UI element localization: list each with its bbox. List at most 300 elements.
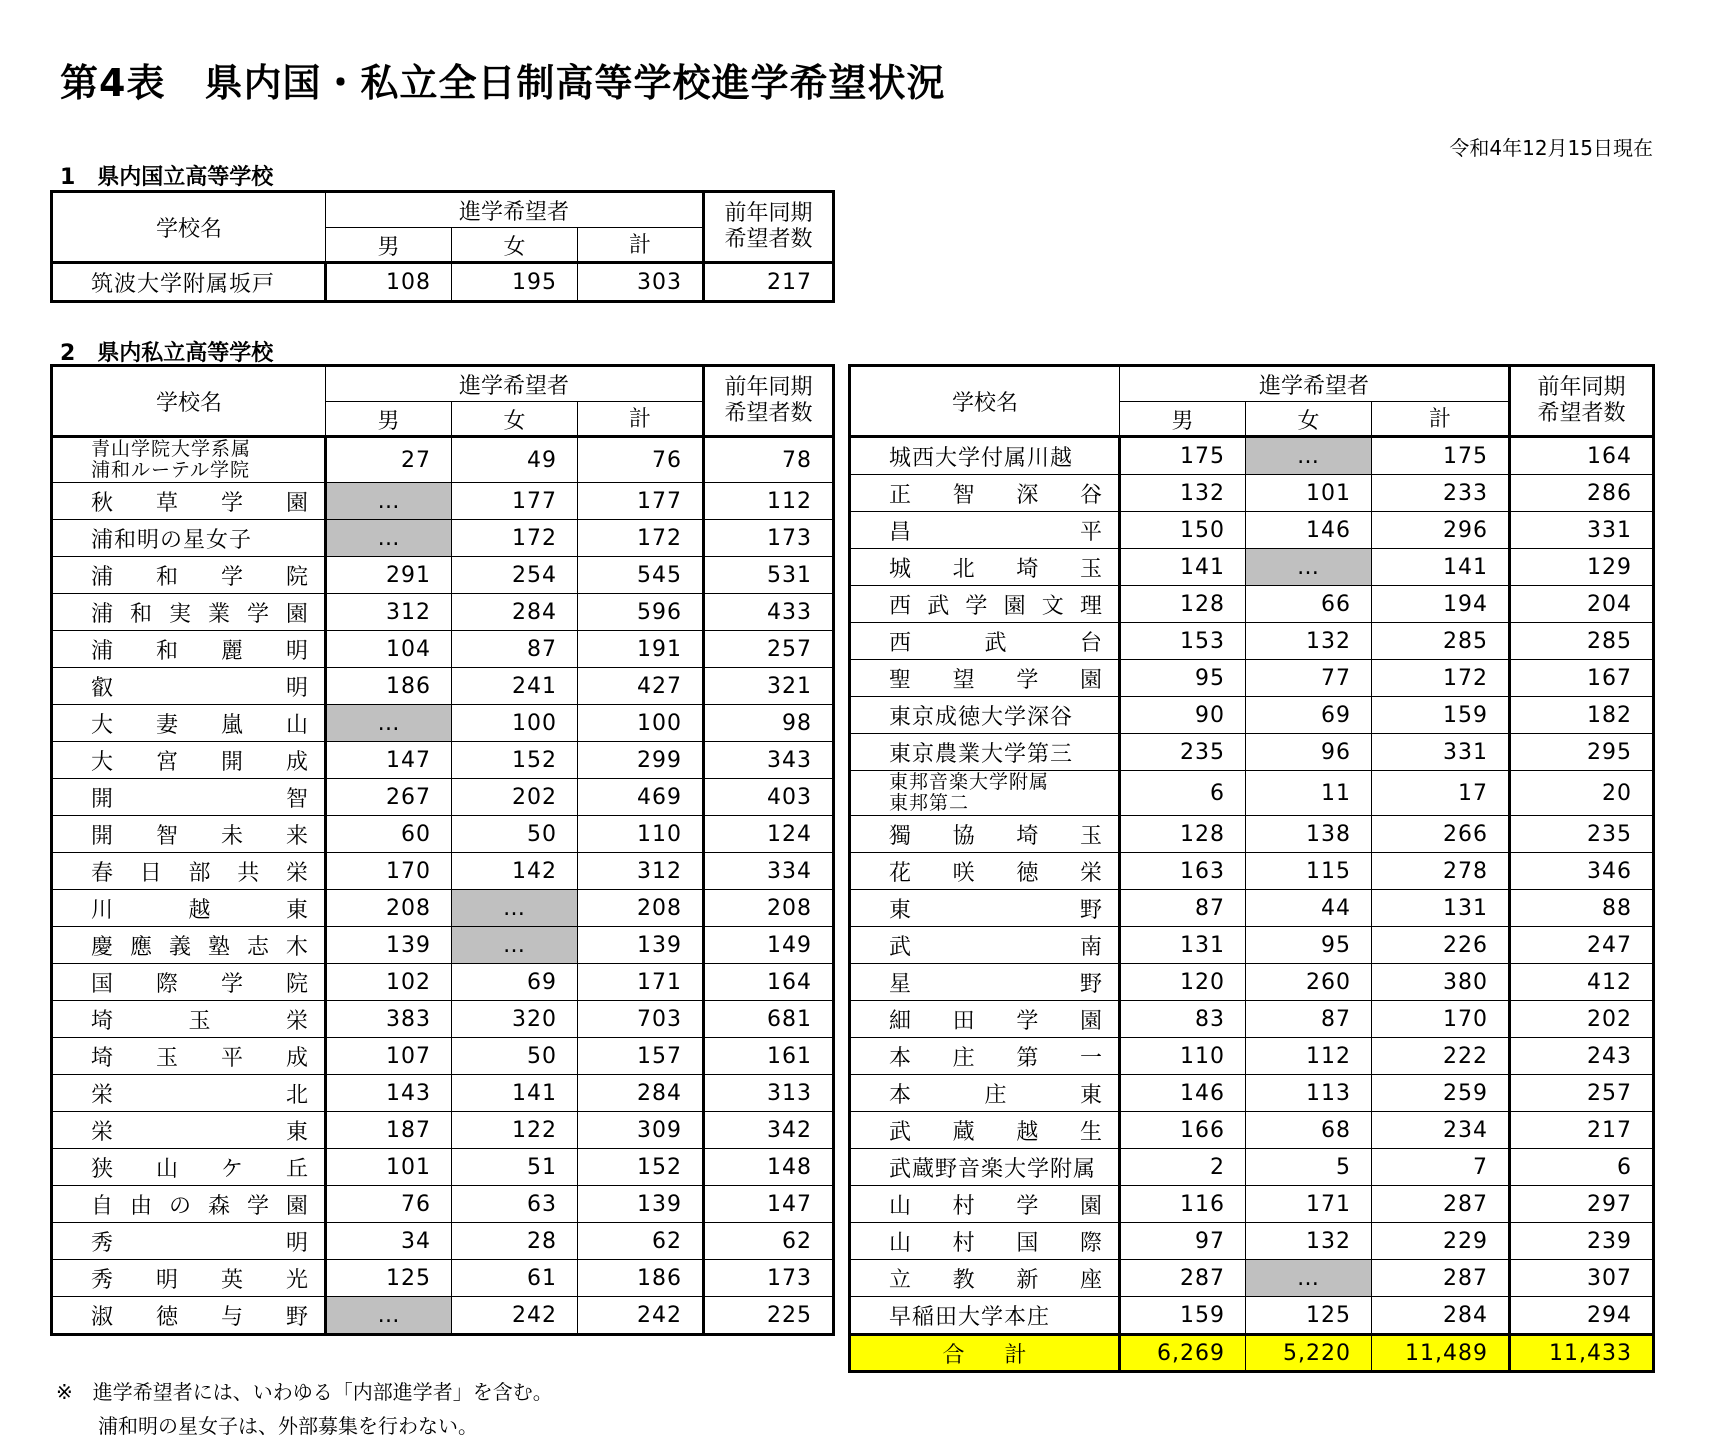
school-name: 自 由 の 森 学 園 xyxy=(91,1193,308,1219)
female-cell: … xyxy=(1246,549,1372,586)
total-cell: 62 xyxy=(578,1223,704,1260)
school-name-cell xyxy=(850,1075,1120,1112)
prev-cell: 204 xyxy=(1510,586,1654,623)
total-cell: 234 xyxy=(1372,1112,1510,1149)
female-cell: 125 xyxy=(1246,1297,1372,1335)
school-name: 山 村 学 園 xyxy=(889,1193,1102,1219)
male-cell: 125 xyxy=(326,1260,452,1297)
male-cell: 102 xyxy=(326,964,452,1001)
school-name: 城 北 埼 玉 xyxy=(889,556,1102,582)
school-name-cell xyxy=(850,853,1120,890)
school-name: 叡 明 xyxy=(91,675,308,701)
prev-cell: 112 xyxy=(704,483,834,520)
female-cell: 66 xyxy=(1246,586,1372,623)
header-applicants: 進学希望者 xyxy=(1120,366,1510,402)
prev-cell: 202 xyxy=(1510,1001,1654,1038)
school-name: 城西大学付属川越 xyxy=(889,445,1074,471)
school-name: 西 武 学 園 文 理 xyxy=(889,593,1102,619)
female-cell: 152 xyxy=(452,742,578,779)
prev-cell: 342 xyxy=(704,1112,834,1149)
table-row xyxy=(850,853,1654,890)
prev-cell: 98 xyxy=(704,705,834,742)
female-cell: 96 xyxy=(1246,734,1372,771)
school-name: 星 野 xyxy=(889,971,1102,997)
school-name-cell xyxy=(850,771,1120,816)
male-cell: 104 xyxy=(326,631,452,668)
table-row xyxy=(850,734,1654,771)
prev-cell: 182 xyxy=(1510,697,1654,734)
total-cell: 229 xyxy=(1372,1223,1510,1260)
school-name-cell xyxy=(850,475,1120,512)
prev-cell: 681 xyxy=(704,1001,834,1038)
total-cell: 17 xyxy=(1372,771,1510,816)
table-row xyxy=(52,1075,834,1112)
total-cell: 596 xyxy=(578,594,704,631)
female-cell: 113 xyxy=(1246,1075,1372,1112)
school-name: 細 田 学 園 xyxy=(889,1008,1102,1034)
table-row xyxy=(52,1038,834,1075)
school-name-line1: 東邦音楽大学附属 xyxy=(889,771,1050,793)
total-cell: 278 xyxy=(1372,853,1510,890)
total-cell: 469 xyxy=(578,779,704,816)
male-cell: 87 xyxy=(1120,890,1246,927)
total-cell: 139 xyxy=(578,927,704,964)
female-cell: 69 xyxy=(1246,697,1372,734)
prev-cell: 208 xyxy=(704,890,834,927)
school-name: 大 宮 開 成 xyxy=(91,749,308,775)
prev-cell: 217 xyxy=(1510,1112,1654,1149)
table-row xyxy=(850,927,1654,964)
prev-cell: 403 xyxy=(704,779,834,816)
total-cell: 7 xyxy=(1372,1149,1510,1186)
table-row xyxy=(52,779,834,816)
male-cell: 2 xyxy=(1120,1149,1246,1186)
female-cell: 44 xyxy=(1246,890,1372,927)
male-cell: 107 xyxy=(326,1038,452,1075)
school-name-cell xyxy=(52,927,326,964)
total-cell: 175 xyxy=(1372,437,1510,475)
prev-cell: 147 xyxy=(704,1186,834,1223)
prev-cell: 62 xyxy=(704,1223,834,1260)
note-line2: 浦和明の星女子は、外部募集を行わない。 xyxy=(98,1414,478,1438)
female-cell: 195 xyxy=(452,263,578,302)
school-name: 筑波大学附属坂戸 xyxy=(91,271,276,297)
female-cell: 171 xyxy=(1246,1186,1372,1223)
school-name-cell xyxy=(850,1038,1120,1075)
female-cell: 5 xyxy=(1246,1149,1372,1186)
male-cell: 116 xyxy=(1120,1186,1246,1223)
male-cell: 141 xyxy=(1120,549,1246,586)
school-name: 浦和明の星女子 xyxy=(91,527,253,553)
school-name-cell xyxy=(850,964,1120,1001)
male-cell: … xyxy=(326,705,452,742)
female-cell: 49 xyxy=(452,437,578,483)
female-cell: 95 xyxy=(1246,927,1372,964)
header-total: 計 xyxy=(578,228,704,263)
school-name-cell xyxy=(850,1297,1120,1335)
male-cell: 175 xyxy=(1120,437,1246,475)
male-cell: 34 xyxy=(326,1223,452,1260)
table-row xyxy=(52,705,834,742)
male-cell: 186 xyxy=(326,668,452,705)
table-row xyxy=(52,668,834,705)
male-cell: 132 xyxy=(1120,475,1246,512)
total-cell: 285 xyxy=(1372,623,1510,660)
female-cell: 115 xyxy=(1246,853,1372,890)
school-name-cell xyxy=(52,1260,326,1297)
male-cell: 208 xyxy=(326,890,452,927)
table-row xyxy=(52,631,834,668)
male-cell: 83 xyxy=(1120,1001,1246,1038)
school-name-cell xyxy=(850,1112,1120,1149)
male-cell: 95 xyxy=(1120,660,1246,697)
female-cell: … xyxy=(452,890,578,927)
school-name: 開 智 xyxy=(91,786,308,812)
male-cell: 110 xyxy=(1120,1038,1246,1075)
table-row xyxy=(850,1075,1654,1112)
school-name-cell xyxy=(52,1297,326,1335)
male-cell: 235 xyxy=(1120,734,1246,771)
header-prev-year xyxy=(704,192,834,263)
male-cell: 60 xyxy=(326,816,452,853)
school-name: 秀 明 xyxy=(91,1230,308,1256)
header-prev-line2: 希望者数 xyxy=(724,227,813,252)
school-name: 正 智 深 谷 xyxy=(889,482,1102,508)
school-name-cell xyxy=(52,1075,326,1112)
female-cell: 254 xyxy=(452,557,578,594)
table-row xyxy=(52,1186,834,1223)
table-row xyxy=(850,1038,1654,1075)
table-row xyxy=(850,549,1654,586)
total-cell: 157 xyxy=(578,1038,704,1075)
female-cell: 146 xyxy=(1246,512,1372,549)
total-cell: 172 xyxy=(1372,660,1510,697)
female-cell: 260 xyxy=(1246,964,1372,1001)
school-name: 昌 平 xyxy=(889,519,1102,545)
male-cell: 128 xyxy=(1120,586,1246,623)
table-row xyxy=(52,520,834,557)
female-cell: 69 xyxy=(452,964,578,1001)
school-name-cell xyxy=(52,853,326,890)
school-name: 川 越 東 xyxy=(91,897,308,923)
total-cell: 76 xyxy=(578,437,704,483)
school-name: 浦 和 麗 明 xyxy=(91,638,308,664)
school-name-cell xyxy=(850,1001,1120,1038)
female-cell: 177 xyxy=(452,483,578,520)
total-cell: 100 xyxy=(578,705,704,742)
male-cell: 101 xyxy=(326,1149,452,1186)
school-name-line2: 浦和ルーテル学院 xyxy=(91,459,251,481)
male-cell: 6 xyxy=(1120,771,1246,816)
total-cell: 380 xyxy=(1372,964,1510,1001)
female-cell: 132 xyxy=(1246,623,1372,660)
table-row xyxy=(52,1001,834,1038)
prev-cell: 235 xyxy=(1510,816,1654,853)
total-cell: 226 xyxy=(1372,927,1510,964)
prev-cell: 346 xyxy=(1510,853,1654,890)
male-cell: 291 xyxy=(326,557,452,594)
school-name: 栄 東 xyxy=(91,1119,308,1145)
female-cell: 63 xyxy=(452,1186,578,1223)
header-male: 男 xyxy=(1120,402,1246,437)
prev-cell: 412 xyxy=(1510,964,1654,1001)
school-name: 本 庄 東 xyxy=(889,1082,1102,1108)
school-name: 栄 北 xyxy=(91,1082,308,1108)
table-row xyxy=(52,816,834,853)
school-name-cell xyxy=(52,1001,326,1038)
female-cell: 142 xyxy=(452,853,578,890)
prev-cell: 321 xyxy=(704,668,834,705)
female-cell: 87 xyxy=(452,631,578,668)
header-applicants: 進学希望者 xyxy=(326,366,704,402)
female-cell: 320 xyxy=(452,1001,578,1038)
prev-cell: 343 xyxy=(704,742,834,779)
female-cell: 241 xyxy=(452,668,578,705)
header-prev-line1: 前年同期 xyxy=(724,375,813,400)
header-school-name: 学校名 xyxy=(52,366,326,437)
table-row xyxy=(850,1186,1654,1223)
school-name-cell xyxy=(850,1223,1120,1260)
school-name-cell xyxy=(52,1149,326,1186)
table-row xyxy=(850,586,1654,623)
table-row xyxy=(52,557,834,594)
school-name: 慶 應 義 塾 志 木 xyxy=(91,934,308,960)
table-row xyxy=(52,594,834,631)
school-name: 浦 和 実 業 学 園 xyxy=(91,601,308,627)
school-name: 獨 協 埼 玉 xyxy=(889,823,1102,849)
female-cell: 11 xyxy=(1246,771,1372,816)
female-cell: 28 xyxy=(452,1223,578,1260)
section2-heading: 2 県内私立高等学校 xyxy=(60,341,274,366)
prev-cell: 161 xyxy=(704,1038,834,1075)
prev-cell: 129 xyxy=(1510,549,1654,586)
female-cell: 112 xyxy=(1246,1038,1372,1075)
prev-cell: 6 xyxy=(1510,1149,1654,1186)
total-cell: 141 xyxy=(1372,549,1510,586)
table-row xyxy=(850,1297,1654,1335)
table-row xyxy=(52,1260,834,1297)
table-row xyxy=(52,437,834,483)
total-cell: 312 xyxy=(578,853,704,890)
prev-cell: 247 xyxy=(1510,927,1654,964)
total-cell: 171 xyxy=(578,964,704,1001)
prev-cell: 164 xyxy=(1510,437,1654,475)
total-cell: 284 xyxy=(1372,1297,1510,1335)
female-cell: 68 xyxy=(1246,1112,1372,1149)
total-cell: 170 xyxy=(1372,1001,1510,1038)
prev-cell: 239 xyxy=(1510,1223,1654,1260)
header-total: 計 xyxy=(578,402,704,437)
male-cell: … xyxy=(326,520,452,557)
school-name: 埼 玉 栄 xyxy=(91,1008,308,1034)
female-cell: 51 xyxy=(452,1149,578,1186)
table-row xyxy=(850,697,1654,734)
as-of-date: 令和4年12月15日現在 xyxy=(1449,136,1653,160)
male-cell: 108 xyxy=(326,263,452,302)
header-prev-year xyxy=(704,366,834,437)
total-cell: 427 xyxy=(578,668,704,705)
prev-cell: 531 xyxy=(704,557,834,594)
prev-cell: 225 xyxy=(704,1297,834,1335)
prev-cell: 217 xyxy=(704,263,834,302)
school-name-cell xyxy=(52,964,326,1001)
total-cell: 266 xyxy=(1372,816,1510,853)
female-cell: … xyxy=(1246,437,1372,475)
total-cell: 152 xyxy=(578,1149,704,1186)
school-name-cell xyxy=(52,1038,326,1075)
school-name: 秀 明 英 光 xyxy=(91,1267,308,1293)
female-cell: 100 xyxy=(452,705,578,742)
total-cell: 303 xyxy=(578,263,704,302)
header-applicants: 進学希望者 xyxy=(326,192,704,228)
school-name-cell xyxy=(850,1186,1120,1223)
total-cell: 284 xyxy=(578,1075,704,1112)
school-name-cell xyxy=(850,816,1120,853)
prev-cell: 297 xyxy=(1510,1186,1654,1223)
school-name: 東京農業大学第三 xyxy=(889,741,1074,767)
female-cell: … xyxy=(1246,1260,1372,1297)
prev-cell: 285 xyxy=(1510,623,1654,660)
female-cell: 202 xyxy=(452,779,578,816)
school-name-cell xyxy=(850,660,1120,697)
school-name-line2: 東邦第二 xyxy=(889,792,970,814)
female-cell: 242 xyxy=(452,1297,578,1335)
school-name-cell xyxy=(850,586,1120,623)
prev-cell: 124 xyxy=(704,816,834,853)
header-prev-line1: 前年同期 xyxy=(724,201,813,226)
total-total-cell: 11,489 xyxy=(1372,1335,1510,1372)
female-cell: 132 xyxy=(1246,1223,1372,1260)
school-name-cell xyxy=(850,734,1120,771)
total-cell: 208 xyxy=(578,890,704,927)
school-name-cell xyxy=(850,437,1120,475)
total-cell: 172 xyxy=(578,520,704,557)
school-name: 武 蔵 越 生 xyxy=(889,1119,1102,1145)
total-cell: 194 xyxy=(1372,586,1510,623)
table-row xyxy=(52,263,834,302)
school-name-cell xyxy=(52,1186,326,1223)
table-row xyxy=(850,437,1654,475)
total-cell: 287 xyxy=(1372,1186,1510,1223)
table-row xyxy=(850,512,1654,549)
table-row xyxy=(850,890,1654,927)
male-cell: 97 xyxy=(1120,1223,1246,1260)
school-name-cell xyxy=(52,1112,326,1149)
prev-cell: 149 xyxy=(704,927,834,964)
school-name-line1: 青山学院大学系属 xyxy=(91,438,252,460)
school-name-cell xyxy=(850,512,1120,549)
school-name-cell xyxy=(850,549,1120,586)
table-row xyxy=(850,475,1654,512)
header-female: 女 xyxy=(1246,402,1372,437)
prev-cell: 433 xyxy=(704,594,834,631)
school-name: 山 村 国 際 xyxy=(889,1230,1102,1256)
school-name-cell xyxy=(850,1260,1120,1297)
total-cell: 222 xyxy=(1372,1038,1510,1075)
school-name: 武 南 xyxy=(889,934,1102,960)
national-schools-table xyxy=(50,190,835,303)
total-female-cell: 5,220 xyxy=(1246,1335,1372,1372)
total-cell: 299 xyxy=(578,742,704,779)
female-cell: 122 xyxy=(452,1112,578,1149)
total-cell: 296 xyxy=(1372,512,1510,549)
table-row xyxy=(850,1149,1654,1186)
school-name: 淑 徳 与 野 xyxy=(91,1304,308,1330)
female-cell: … xyxy=(452,927,578,964)
total-cell: 131 xyxy=(1372,890,1510,927)
male-cell: 139 xyxy=(326,927,452,964)
male-cell: 150 xyxy=(1120,512,1246,549)
school-name: 花 咲 徳 栄 xyxy=(889,860,1102,886)
table-row xyxy=(850,816,1654,853)
prev-cell: 173 xyxy=(704,1260,834,1297)
male-cell: 187 xyxy=(326,1112,452,1149)
female-cell: 61 xyxy=(452,1260,578,1297)
school-name: 立 教 新 座 xyxy=(889,1267,1102,1293)
male-cell: 143 xyxy=(326,1075,452,1112)
male-cell: 267 xyxy=(326,779,452,816)
total-cell: 159 xyxy=(1372,697,1510,734)
prev-cell: 173 xyxy=(704,520,834,557)
school-name-cell xyxy=(52,742,326,779)
male-cell: … xyxy=(326,1297,452,1335)
male-cell: … xyxy=(326,483,452,520)
school-name-cell xyxy=(850,890,1120,927)
total-cell: 177 xyxy=(578,483,704,520)
school-name: 浦 和 学 院 xyxy=(91,564,308,590)
table-row xyxy=(850,1260,1654,1297)
table-row xyxy=(52,1112,834,1149)
female-cell: 141 xyxy=(452,1075,578,1112)
school-name: 本 庄 第 一 xyxy=(889,1045,1102,1071)
school-name-cell xyxy=(850,927,1120,964)
total-label: 合計 xyxy=(850,1335,1120,1372)
total-cell: 259 xyxy=(1372,1075,1510,1112)
male-cell: 163 xyxy=(1120,853,1246,890)
total-cell: 242 xyxy=(578,1297,704,1335)
prev-cell: 164 xyxy=(704,964,834,1001)
female-cell: 50 xyxy=(452,1038,578,1075)
school-name-cell xyxy=(52,668,326,705)
table-row xyxy=(52,1297,834,1335)
female-cell: 138 xyxy=(1246,816,1372,853)
prev-cell: 295 xyxy=(1510,734,1654,771)
school-name-cell xyxy=(52,483,326,520)
school-name: 早稲田大学本庄 xyxy=(889,1304,1051,1330)
prev-cell: 334 xyxy=(704,853,834,890)
male-cell: 383 xyxy=(326,1001,452,1038)
school-name-cell xyxy=(52,557,326,594)
total-prev-cell: 11,433 xyxy=(1510,1335,1654,1372)
male-cell: 153 xyxy=(1120,623,1246,660)
prev-cell: 167 xyxy=(1510,660,1654,697)
section1-heading: 1 県内国立高等学校 xyxy=(60,165,274,190)
prev-cell: 78 xyxy=(704,437,834,483)
header-prev-line2: 希望者数 xyxy=(724,401,813,426)
prev-cell: 313 xyxy=(704,1075,834,1112)
male-cell: 312 xyxy=(326,594,452,631)
header-prev-line1: 前年同期 xyxy=(1537,375,1626,400)
header-school-name: 学校名 xyxy=(850,366,1120,437)
total-cell: 331 xyxy=(1372,734,1510,771)
table-row xyxy=(850,771,1654,816)
prev-cell: 257 xyxy=(704,631,834,668)
school-name-cell xyxy=(52,520,326,557)
table-row xyxy=(850,964,1654,1001)
school-name: 狭 山 ケ 丘 xyxy=(91,1156,308,1182)
table-row xyxy=(52,483,834,520)
private-schools-table-right xyxy=(848,364,1655,1373)
